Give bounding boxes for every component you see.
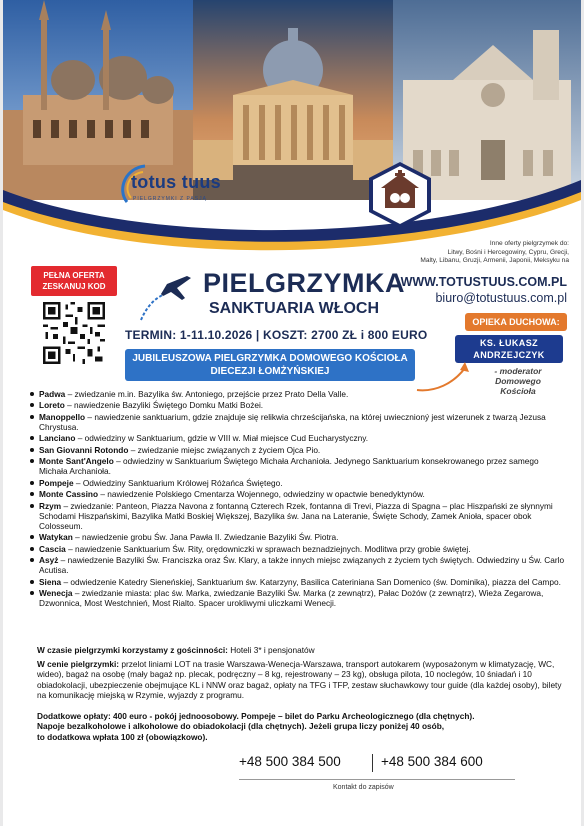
- itinerary-place: Padwa: [39, 389, 66, 399]
- price-includes-label: W cenie pielgrzymki:: [37, 659, 120, 669]
- logo-tagline: PIELGRZYMKI Z PASJĄ: [133, 196, 207, 202]
- jubilee-line: JUBILEUSZOWA PIELGRZYMKA DOMOWEGO KOŚCIOŁA: [132, 353, 408, 364]
- other-offers-line: Inne oferty pielgrzymek do:: [489, 240, 569, 247]
- itinerary-list: [29, 389, 569, 610]
- itinerary-item: [39, 577, 569, 587]
- itinerary-place: Monte Sant'Angelo: [39, 456, 114, 467]
- other-offers: [329, 240, 569, 266]
- itinerary-description: – zwiedzanie: Panteon, Piazza Navona z fontanną Czterech Rzek, fontanna di Trevi, Piazza di Spagna – plac Hiszpański ze słynnymi Schodami Hiszpańskimi, Bazylika Matki Boskiej Większej, Bazylika św. Jana na Lateranie, Święte Schody, Zamek Anioła, spacer obok Colosseum.: [39, 500, 553, 531]
- divider: [239, 779, 515, 780]
- accommodation-info: [37, 645, 563, 655]
- itinerary-place: Pompeje: [39, 477, 74, 488]
- phone-number-1[interactable]: +48 500 384 500: [239, 754, 341, 769]
- priest-role-line: - moderator: [494, 366, 542, 376]
- priest-first-name: KS. ŁUKASZ: [480, 338, 538, 348]
- priest-last-name: ANDRZEJCZYK: [473, 350, 545, 360]
- itinerary-place: Rzym: [39, 500, 62, 511]
- itinerary-place: Cascia: [39, 543, 66, 554]
- contact-label: Kontakt do zapisów: [333, 784, 394, 791]
- extra-fees-line: to dodatkowa wpłata 100 zł (obowiązkowo).: [37, 731, 208, 742]
- itinerary-description: – nawiedzenie Sanktuarium Św. Rity, orędowniczki w sprawach beznadziejnych. Modlitwa przy grobie świętej.: [65, 543, 471, 554]
- jubilee-banner: [125, 349, 415, 381]
- priest-role-line: Kościoła: [500, 386, 536, 396]
- other-offers-line: Litwy, Bośni i Hercegowiny, Cypru, Grecji,: [447, 248, 569, 256]
- phone-divider: [372, 754, 373, 772]
- page-title: PIELGRZYMKA: [203, 268, 406, 298]
- phone-number-2[interactable]: +48 500 384 600: [381, 754, 483, 769]
- qr-code[interactable]: [43, 302, 105, 364]
- itinerary-item: [39, 433, 569, 443]
- itinerary-place: Manoppello: [39, 411, 86, 422]
- itinerary-place: Wenecja: [39, 588, 73, 599]
- full-offer-badge: [31, 266, 117, 296]
- itinerary-item: [39, 389, 569, 399]
- date-and-price: TERMIN: 1-11.10.2026 | KOSZT: 2700 ZŁ i 800 EURO: [125, 328, 428, 342]
- itinerary-place: Asyż: [39, 555, 59, 566]
- itinerary-item: [39, 478, 569, 488]
- page-subtitle: SANKTUARIA WŁOCH: [208, 300, 380, 317]
- extra-fees-info: [37, 711, 563, 742]
- itinerary-place: Monte Cassino: [39, 489, 99, 500]
- itinerary-item: [39, 544, 569, 554]
- itinerary-item: [39, 588, 569, 608]
- itinerary-item: [39, 400, 569, 410]
- email-link[interactable]: biuro@totustuus.com.pl: [435, 291, 567, 305]
- priest-name-badge: [455, 335, 563, 363]
- other-offers-line: Malty, Libanu, Gruzji, Armenii, Japonii, Meksyku na: [420, 257, 569, 265]
- itinerary-item: [39, 489, 569, 499]
- itinerary-item: [39, 456, 569, 476]
- diocese-line: DIECEZJI ŁOMŻYŃSKIEJ: [210, 366, 330, 377]
- totus-tuus-logo: [111, 160, 241, 220]
- accommodation-label: W czasie pielgrzymki korzystamy z gościnności:: [37, 645, 228, 655]
- itinerary-item: [39, 532, 569, 542]
- itinerary-description: – zwiedzanie m.in. Bazylika św. Antoniego, przejście przez Prato Della Valle.: [65, 389, 349, 399]
- itinerary-item: [39, 412, 569, 432]
- itinerary-description: – odwiedziny w Sanktuarium, gdzie w VIII w. Miał miejsce Cud Eucharystyczny.: [75, 433, 369, 444]
- itinerary-item: [39, 445, 569, 455]
- itinerary-place: Lanciano: [39, 433, 76, 444]
- scan-code-line: ZESKANUJ KOD: [42, 282, 106, 291]
- logo-text: totus tuus: [131, 172, 221, 192]
- itinerary-description: – nawiedzenie sanktuarium, gdzie znajduje się relikwia chrześcijańska, na której uwiecznioný jest wizerunek z twarzą Jezusa Chrystusa.: [39, 411, 546, 432]
- itinerary-place: San Giovanni Rotondo: [39, 444, 129, 455]
- itinerary-description: – Odwiedziny Sanktuarium Królowej Różańca Świętego.: [73, 477, 283, 488]
- itinerary-place: Siena: [39, 576, 62, 587]
- itinerary-description: – odwiedziny w Sanktuarium Świętego Michała Archanioła. Jedynego Sanktuarium konsekrowanego przez samego Michała Archanioła.: [39, 456, 539, 477]
- accommodation-text: Hoteli 3* i pensjonatów: [227, 645, 315, 655]
- house-cross-icon: [365, 160, 435, 230]
- price-includes-info: [37, 659, 563, 701]
- itinerary-item: [39, 501, 569, 532]
- domestic-church-emblem: [365, 160, 435, 230]
- full-offer-line: PEŁNA OFERTA: [43, 271, 105, 280]
- itinerary-description: – zwiedzanie miasta: plac św. Marka, zwiedzanie Bazyliki Św. Marka (z zewnątrz), Pałac Dożów (z zewnątrz), Wieża Zegarowa, Dzwonnica, Most Westchnień, Most Rialto. Spacer urokliwymi uliczkami Wenecji.: [39, 588, 544, 609]
- itinerary-place: Watykan: [39, 532, 73, 543]
- itinerary-description: – odwiedzenie Katedry Sieneńskiej, Sanktuarium św. Katarzyny, Basilica Cateriniana San Domenico (św. Dominika), piazza del Campo.: [61, 576, 561, 587]
- flyer-page: [3, 0, 581, 826]
- extra-fees-line: Napoje bezalkoholowe i alkoholowe do obiadokolacji (dla chętnych). Jeżeli grupa liczy poniżej 40 osób,: [37, 721, 445, 732]
- spiritual-care-label: OPIEKA DUCHOWA:: [465, 313, 567, 331]
- itinerary-description: – nawiedzenie Bazyliki Świętego Domku Matki Bożei.: [64, 400, 264, 411]
- airplane-icon: [137, 264, 197, 324]
- price-includes-text: przelot liniami LOT na trasie Warszawa-Wenecja-Warszawa, transport autokarem (wyposażonym w klimatyzację, WC, wideo), bagaż na osobę (mały bagaż np. plecak, podręczny – 8 kg, rejestrowany – 23 kg), obsługa pilota, 10 noclegów, 10 śniadań i 10 obiadokolacji, ubezpieczenie obejmujące KL i NNW oraz bagaż, opłaty na TFG i TFP, zestaw słuchawkowy tour guide (dla każdej osoby), bilety na komunikację miejską w Rzymie, wyjazdy z programu.: [37, 659, 562, 701]
- itinerary-description: – nawiedzenie Polskiego Cmentarza Wojennego, odwiedziny w opactwie benedyktynów.: [98, 489, 425, 500]
- priest-role-line: Domowego: [495, 376, 541, 386]
- itinerary-place: Loreto: [39, 400, 65, 411]
- itinerary-description: – nawiedzenie grobu Św. Jana Pawła II. Zwiedzanie Bazyliki Św. Piotra.: [72, 532, 339, 543]
- itinerary-item: [39, 555, 569, 575]
- itinerary-description: – nawiedzenie Bazyliki Św. Franciszka oraz Św. Klary, a także innych miejsc związanych z życiem tych świętych. Odwiedziny u Św. Carlo Acutisa.: [39, 555, 565, 576]
- itinerary-description: – zwiedzanie miejsc związanych z życiem Ojca Pio.: [128, 444, 321, 455]
- extra-fees-line: Dodatkowe opłaty: 400 euro - pokój jednoosobowy. Pompeje – bilet do Parku Archeologicznego (dla chętnych).: [37, 711, 475, 721]
- contact-phones: [239, 754, 519, 774]
- website-link[interactable]: WWW.TOTUSTUUS.COM.PL: [400, 275, 567, 289]
